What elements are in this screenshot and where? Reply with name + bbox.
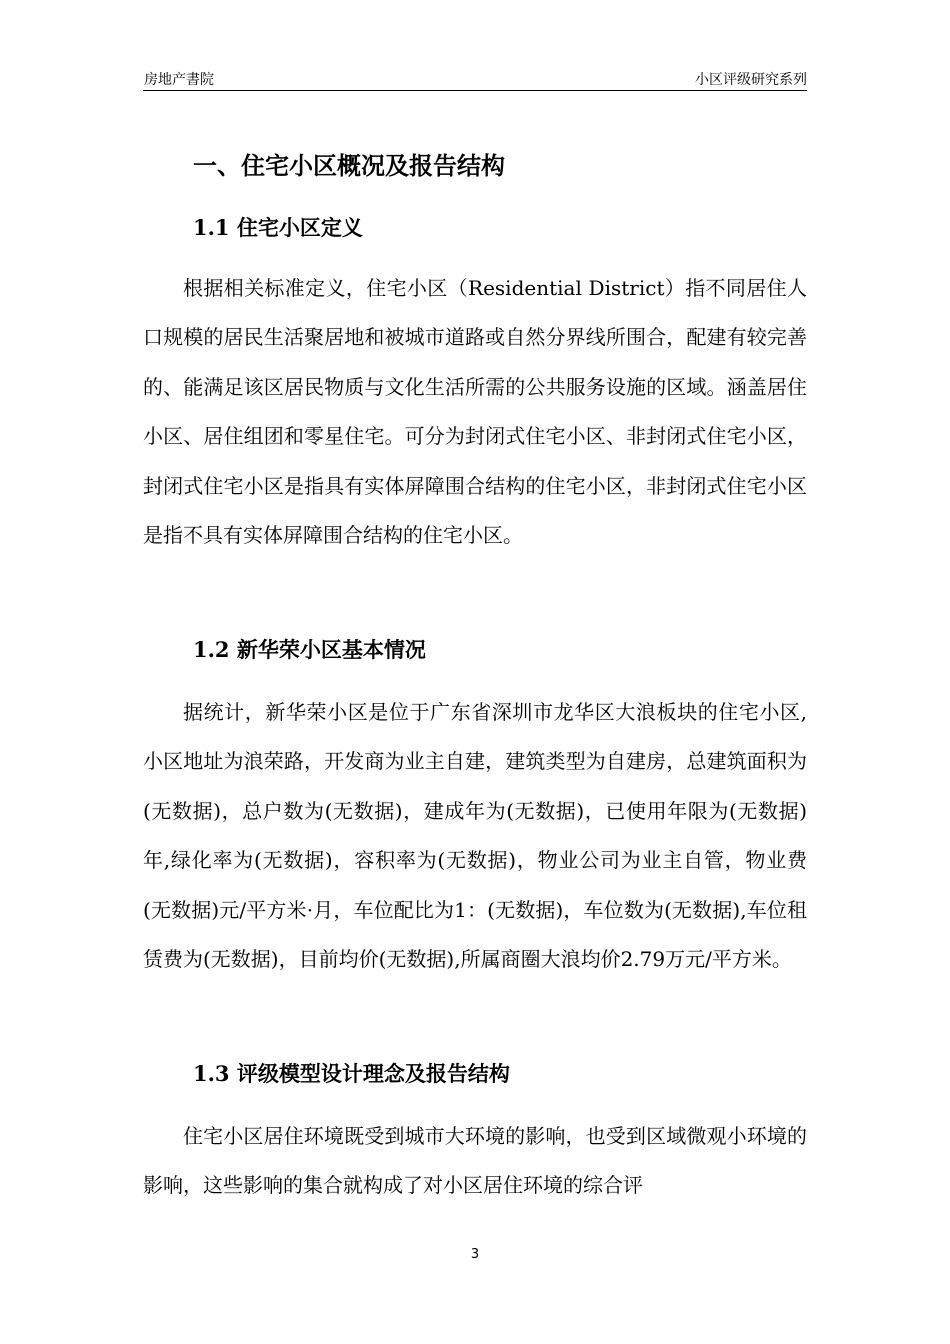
page-number: 3 xyxy=(470,1247,480,1262)
subsection-title-1-3: 1.3 评级模型设计理念及报告结构 xyxy=(193,1061,510,1086)
page-header xyxy=(143,68,807,91)
subsection-title-1-1: 1.1 住宅小区定义 xyxy=(193,215,363,240)
header-publisher: 房地产書院 xyxy=(144,72,214,88)
section-title: 一、住宅小区概况及报告结构 xyxy=(193,152,505,180)
header-series-title: 小区评级研究系列 xyxy=(695,72,807,88)
paragraph-model-design: 住宅小区居住环境既受到城市大环境的影响，也受到区域微观小环境的影响，这些影响的集合就构成了对小区居住环境的综合评 xyxy=(143,1124,807,1198)
paragraph-definition: 根据相关标准定义，住宅小区（Residential District）指不同居住人口规模的居民生活聚居地和被城市道路或自然分界线所围合，配建有较完善的、能满足该区居民物质与文化生活所需的公共服务设施的区域。涵盖居住小区、居住组团和零星住宅。可分为封闭式住宅小区、非封闭式住宅小区，封闭式住宅小区是指具有实体屏障围合结构的住宅小区，非封闭式住宅小区是指不具有实体屏障围合结构的住宅小区。 xyxy=(143,276,807,548)
subsection-title-1-2: 1.2 新华荣小区基本情况 xyxy=(193,637,426,662)
paragraph-basic-info: 据统计，新华荣小区是位于广东省深圳市龙华区大浪板块的住宅小区,小区地址为浪荣路，开发商为业主自建，建筑类型为自建房，总建筑面积为(无数据)，总户数为(无数据)，建成年为(无数据)，已使用年限为(无数据)年,绿化率为(无数据)，容积率为(无数据)，物业公司为业主自管，物业费(无数据)元/平方米·月，车位配比为1：(无数据)，车位数为(无数据),车位租赁费为(无数据)，目前均价(无数据),所属商圈大浪均价2.79万元/平方米。 xyxy=(143,700,807,972)
